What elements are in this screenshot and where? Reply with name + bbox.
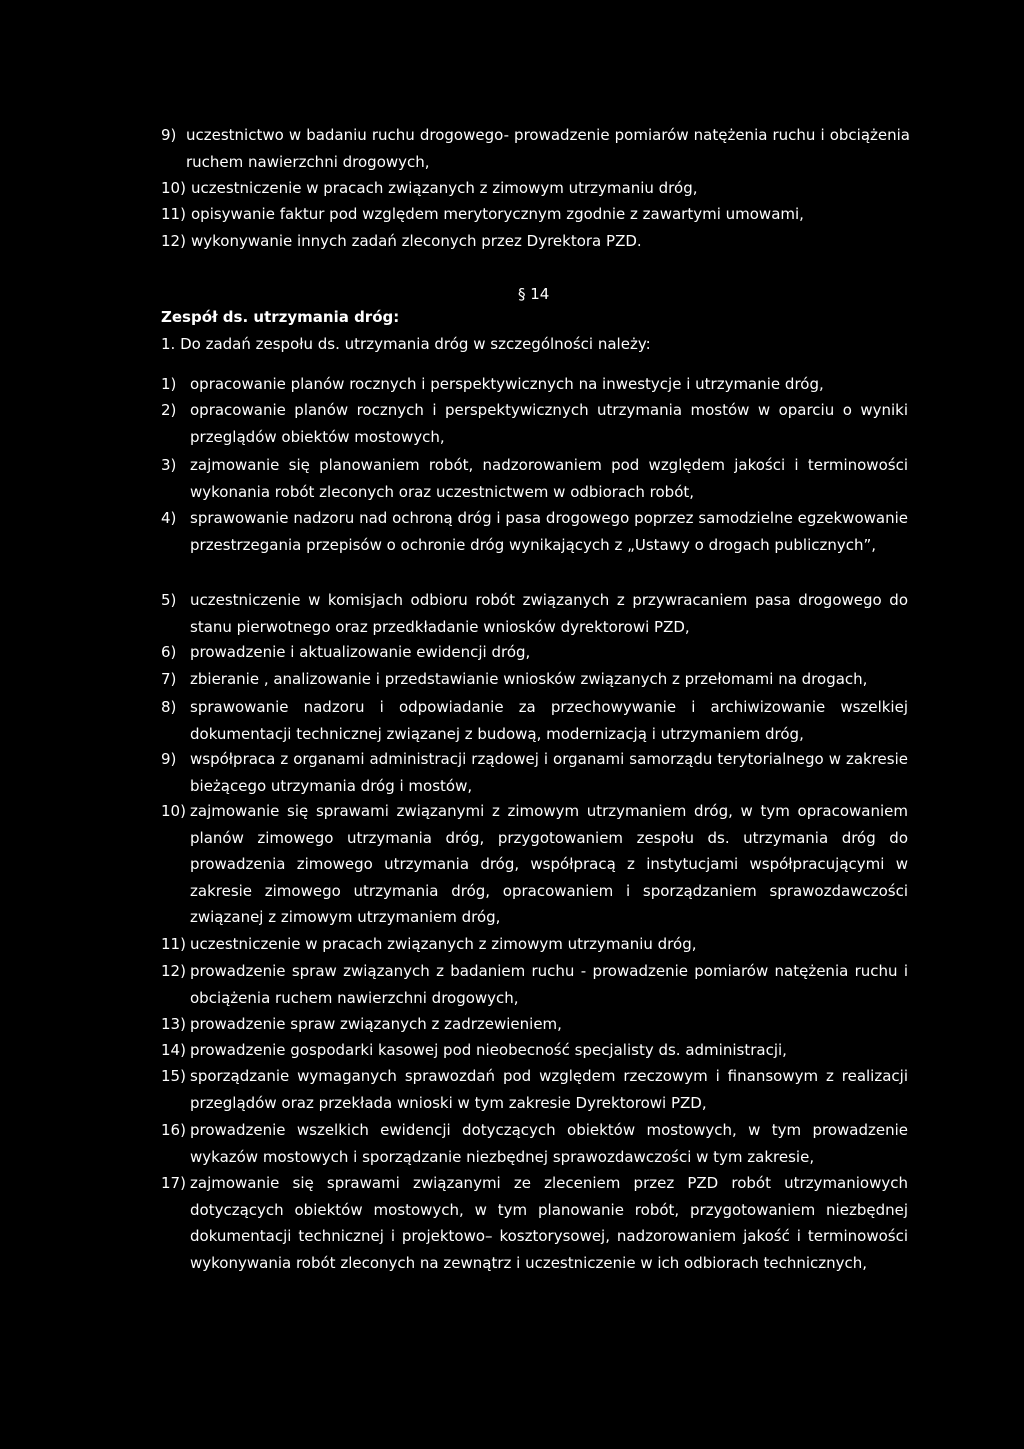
list-item-text: wykonywanie innych zadań zleconych przez Dyrektora PZD. [191, 232, 642, 250]
list-item-number: 12) [161, 962, 186, 980]
list-item [161, 505, 908, 558]
list-item-text: uczestniczenie w komisjach odbioru robót związanych z przywracaniem pasa drogowego do stanu pierwotnego oraz przedkładanie wniosków dyrektorowi PZD, [190, 591, 908, 636]
list-item-number: 2) [161, 401, 177, 419]
list-item-text: prowadzenie gospodarki kasowej pod nieobecność specjalisty ds. administracji, [190, 1041, 787, 1059]
list-item-number: 3) [161, 456, 177, 474]
list-item [161, 1011, 908, 1038]
list-item-number: 6) [161, 643, 177, 661]
list-item-number: 11) [161, 205, 186, 223]
list-item-number: 16) [161, 1121, 186, 1139]
list-item [161, 452, 908, 505]
list-item-number: 15) [161, 1067, 186, 1085]
list-item [161, 1117, 908, 1170]
section-symbol: § 14 [518, 285, 550, 303]
list-item-text: sprawowanie nadzoru i odpowiadanie za przechowywanie i archiwizowanie wszelkiej dokumentacji technicznej związanej z budową, modernizacją i utrzymaniem dróg, [190, 698, 908, 743]
list-item-text: prowadzenie wszelkich ewidencji dotyczących obiektów mostowych, w tym prowadzenie wykazów mostowych i sporządzanie niezbędnej sprawozdawczości w tym zakresie, [190, 1121, 908, 1166]
list-item [161, 201, 910, 228]
list-item-number: 8) [161, 698, 177, 716]
list-item [161, 175, 910, 202]
list-item-text: zajmowanie się sprawami związanymi ze zleceniem przez PZD robót utrzymaniowych dotyczących obiektów mostowych, w tym planowanie robót, przygotowaniem niezbędnej dokumentacji technicznej i projektowo– kosztorysowej, nadzorowaniem jakość i terminowości wykonywania robót zleconych na zewnątrz i uczestniczenie w ich odbiorach technicznych, [190, 1174, 908, 1272]
list-item [161, 397, 908, 450]
list-item-number: 14) [161, 1041, 186, 1059]
list-item-text: uczestniczenie w pracach związanych z zimowym utrzymaniu dróg, [191, 179, 698, 197]
list-item-text: uczestniczenie w pracach związanych z zimowym utrzymaniu dróg, [190, 935, 697, 953]
list-item [161, 958, 908, 1011]
list-item-number: 5) [161, 591, 177, 609]
list-item-number: 1) [161, 375, 177, 393]
list-item [161, 639, 908, 666]
list-item-text: sporządzanie wymaganych sprawozdań pod względem rzeczowym i finansowym z realizacji przeglądów oraz przekłada wnioski w tym zakresie Dyrektorowi PZD, [190, 1067, 908, 1112]
list-item-number: 9) [161, 126, 177, 144]
section-intro: 1. Do zadań zespołu ds. utrzymania dróg w szczególności należy: [161, 335, 651, 353]
list-item-text: współpraca z organami administracji rządowej i organami samorządu terytorialnego w zakresie bieżącego utrzymania dróg i mostów, [190, 750, 908, 795]
list-item-text: opracowanie planów rocznych i perspektywicznych utrzymania mostów w oparciu o wyniki przeglądów obiektów mostowych, [190, 401, 908, 446]
list-item [161, 587, 908, 640]
list-item-text: prowadzenie spraw związanych z badaniem ruchu - prowadzenie pomiarów natężenia ruchu i obciążenia ruchem nawierzchni drogowych, [190, 962, 908, 1007]
list-item [161, 746, 908, 799]
list-item-number: 4) [161, 509, 177, 527]
list-item-number: 11) [161, 935, 186, 953]
list-item [161, 1170, 908, 1276]
list-item [161, 666, 908, 693]
list-item-text: opisywanie faktur pod względem merytorycznym zgodnie z zawartymi umowami, [191, 205, 804, 223]
list-item-number: 12) [161, 232, 186, 250]
list-item [161, 931, 908, 958]
list-item [161, 122, 910, 175]
list-item-number: 13) [161, 1015, 186, 1033]
list-item-text: zbieranie , analizowanie i przedstawianie wniosków związanych z przełomami na drogach, [190, 670, 868, 688]
list-item-number: 9) [161, 750, 177, 768]
list-item-text: sprawowanie nadzoru nad ochroną dróg i pasa drogowego poprzez samodzielne egzekwowanie przestrzegania przepisów o ochronie dróg wynikających z „Ustawy o drogach publicznych”, [190, 509, 908, 554]
list-item-text: prowadzenie i aktualizowanie ewidencji dróg, [190, 643, 531, 661]
section-heading: Zespół ds. utrzymania dróg: [161, 308, 400, 326]
list-item-text: prowadzenie spraw związanych z zadrzewieniem, [190, 1015, 562, 1033]
list-item-text: zajmowanie się sprawami związanymi z zimowym utrzymaniem dróg, w tym opracowaniem planów zimowego utrzymania dróg, przygotowaniem zespołu ds. utrzymania dróg do prowadzenia zimowego utrzymania dróg, współpracą z instytucjami współpracującymi w zakresie zimowego utrzymania dróg, opracowaniem i sporządzaniem sprawozdawczości związanej z zimowym utrzymaniem dróg, [190, 802, 908, 926]
list-item [161, 371, 908, 398]
list-item-text: opracowanie planów rocznych i perspektywicznych na inwestycje i utrzymanie dróg, [190, 375, 824, 393]
list-item [161, 228, 910, 255]
list-item [161, 1037, 908, 1064]
list-item-text: uczestnictwo w badaniu ruchu drogowego- prowadzenie pomiarów natężenia ruchu i obciążenia ruchem nawierzchni drogowych, [186, 126, 910, 171]
list-item [161, 798, 908, 931]
list-item [161, 1063, 908, 1116]
list-item [161, 694, 908, 747]
list-item-number: 10) [161, 179, 186, 197]
list-item-text: zajmowanie się planowaniem robót, nadzorowaniem pod względem jakości i terminowości wykonania robót zleconych oraz uczestnictwem w odbiorach robót, [190, 456, 908, 501]
list-item-number: 10) [161, 802, 186, 820]
list-item-number: 7) [161, 670, 177, 688]
list-item-number: 17) [161, 1174, 186, 1192]
